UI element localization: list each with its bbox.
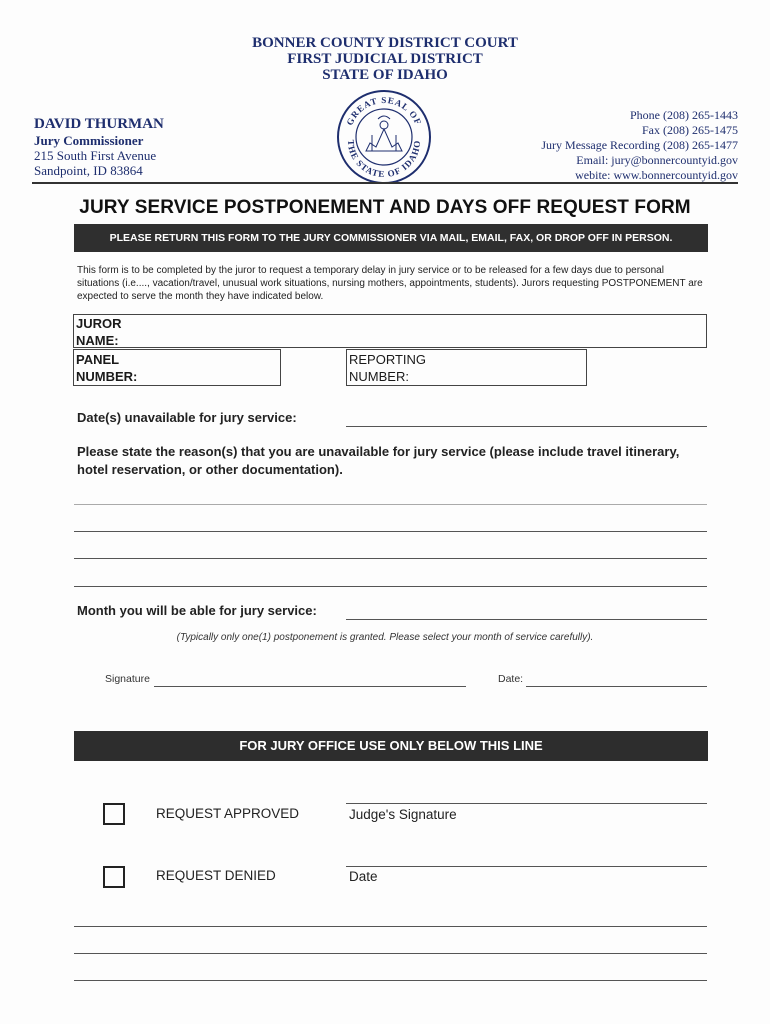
juror-name-field[interactable] bbox=[73, 314, 707, 348]
reporting-number-label: REPORTING NUMBER: bbox=[349, 352, 427, 384]
panel-number-label: PANEL NUMBER: bbox=[76, 352, 138, 384]
juror-name-label: JUROR NAME: bbox=[76, 316, 122, 348]
dates-unavailable-input[interactable] bbox=[346, 426, 707, 427]
address-line-2: Sandpoint, ID 83864 bbox=[34, 163, 143, 178]
email[interactable]: Email: jury@bonnercountyid.gov bbox=[576, 153, 738, 167]
request-denied-label: REQUEST DENIED bbox=[156, 868, 276, 883]
judicial-district: FIRST JUDICIAL DISTRICT bbox=[287, 51, 483, 67]
contact-block bbox=[541, 108, 738, 183]
dates-unavailable-label: Date(s) unavailable for jury service: bbox=[77, 410, 297, 425]
office-date-input[interactable] bbox=[346, 866, 707, 867]
office-use-banner: FOR JURY OFFICE USE ONLY BELOW THIS LINE bbox=[74, 731, 708, 761]
reason-line-4[interactable] bbox=[74, 586, 707, 587]
office-notes-line-1[interactable] bbox=[74, 926, 707, 927]
signature-label: Signature bbox=[105, 673, 150, 685]
phone: Phone (208) 265-1443 bbox=[630, 108, 738, 122]
commissioner-name: DAVID THURMAN bbox=[34, 116, 164, 132]
return-instructions-banner: PLEASE RETURN THIS FORM TO THE JURY COMMISSIONER VIA MAIL, EMAIL, FAX, OR DROP OFF IN PERSON. bbox=[74, 224, 708, 252]
month-input[interactable] bbox=[346, 619, 707, 620]
header-divider bbox=[32, 182, 738, 184]
form-intro: This form is to be completed by the juror to request a temporary delay in jury service or to be released for a few days due to personal situations (i.e...., vacation/travel, unusual work situations, nursing mothers, appointments, students). Jurors requesting POSTPONEMENT are expected to serve the month they have indicated below. bbox=[77, 265, 703, 302]
judge-signature-label: Judge's Signature bbox=[349, 807, 457, 822]
state-name: STATE OF IDAHO bbox=[322, 67, 448, 83]
reason-line-3[interactable] bbox=[74, 558, 707, 559]
signature-input[interactable] bbox=[154, 686, 466, 687]
office-notes-line-2[interactable] bbox=[74, 953, 707, 954]
address-line-1: 215 South First Avenue bbox=[34, 148, 157, 163]
reason-line-2[interactable] bbox=[74, 531, 707, 532]
judge-signature-input[interactable] bbox=[346, 803, 707, 804]
fax: Fax (208) 265-1475 bbox=[642, 123, 738, 137]
office-date-label: Date bbox=[349, 869, 378, 884]
request-approved-checkbox[interactable] bbox=[103, 803, 125, 825]
date-label: Date: bbox=[498, 673, 524, 685]
website[interactable]: webite: www.bonnercountyid.gov bbox=[575, 168, 738, 182]
request-denied-checkbox[interactable] bbox=[103, 866, 125, 888]
svg-text:GREAT SEAL OF: GREAT SEAL OF bbox=[344, 94, 424, 127]
reason-line-1[interactable] bbox=[74, 504, 707, 505]
reason-label: Please state the reason(s) that you are unavailable for jury service (please include travel itinerary, hotel reservation, or other documentation). bbox=[77, 444, 680, 477]
svg-text:THE STATE OF IDAHO: THE STATE OF IDAHO bbox=[345, 139, 423, 180]
date-input[interactable] bbox=[526, 686, 707, 687]
postponement-note: (Typically only one(1) postponement is granted. Please select your month of service carefully). bbox=[176, 632, 594, 643]
commissioner-block bbox=[34, 116, 164, 178]
state-seal-icon bbox=[336, 89, 432, 185]
form-title: JURY SERVICE POSTPONEMENT AND DAYS OFF REQUEST FORM bbox=[79, 197, 691, 218]
month-label: Month you will be able for jury service: bbox=[77, 603, 317, 618]
message-line: Jury Message Recording (208) 265-1477 bbox=[541, 138, 738, 152]
office-notes-line-3[interactable] bbox=[74, 980, 707, 981]
court-name: BONNER COUNTY DISTRICT COURT bbox=[252, 35, 518, 51]
commissioner-title: Jury Commissioner bbox=[34, 133, 144, 148]
request-approved-label: REQUEST APPROVED bbox=[156, 806, 300, 821]
court-header bbox=[0, 35, 770, 83]
